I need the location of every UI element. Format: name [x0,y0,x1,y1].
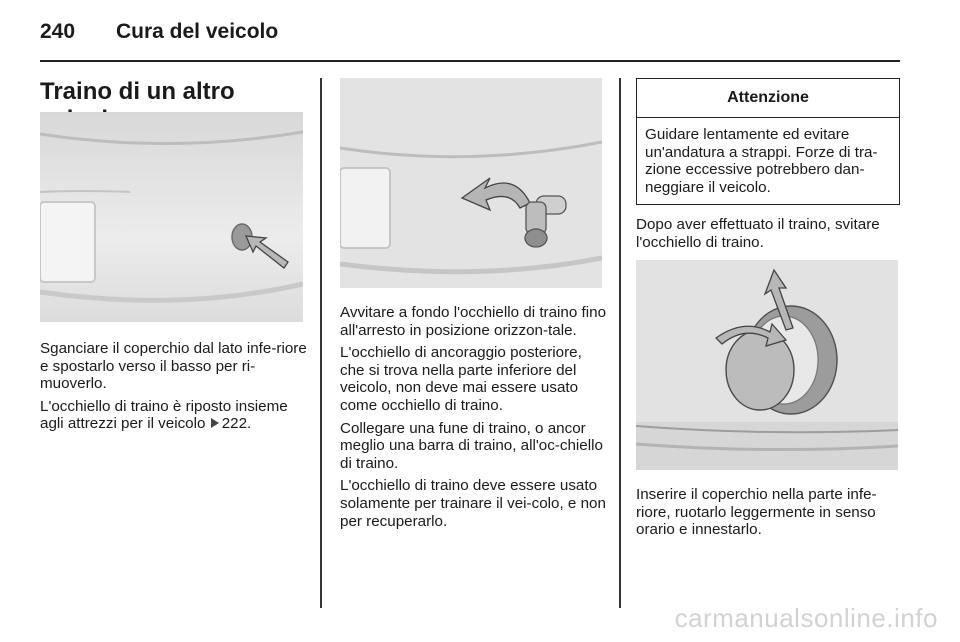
paragraph: Dopo aver effettuato il traino, svitare l'occhiello di traino. [636,216,880,251]
reference-page[interactable]: 222. [221,415,252,433]
paragraph-reference [40,398,310,433]
watermark: carmanualsonline.info [674,603,938,633]
warning-title: Attenzione [637,79,899,118]
running-title: Cura del veicolo [116,20,279,43]
paragraph: Inserire il coperchio nella parte infe-riore, ruotarlo leggermente in senso orario e innestarlo. [636,486,877,539]
figure-cover-removal [40,112,303,322]
section-title: Traino di un altro [40,78,235,105]
paragraph: L'occhiello di traino deve essere usato solamente per trainare il vei-colo, e non per recuperarlo. [340,477,606,530]
column-3-text-bottom [636,486,904,544]
page-reference-icon [211,418,219,428]
reference-text: L'occhiello di traino è riposto insieme agli attrezzi per il veicolo [40,397,288,433]
page-header [40,20,900,64]
cover-install-illustration [636,260,898,470]
column-divider-1 [320,78,322,608]
column-1-text [40,340,310,438]
warning-box [636,78,900,205]
column-divider-2 [619,78,621,608]
figure-cover-install [636,260,898,470]
figure-screw-towing-eye [340,78,602,288]
bumper-cover-illustration [40,112,303,322]
page-number: 240 [40,20,76,43]
paragraph: Collegare una fune di traino, o ancor meglio una barra di traino, all'oc-chiello di traino. [340,419,603,472]
paragraph: Sganciare il coperchio dal lato infe-riore e spostarlo verso il basso per ri-muoverlo. [40,340,307,393]
paragraph: Avvitare a fondo l'occhiello di traino fino all'arresto in posizione orizzon-tale. [340,304,607,339]
towing-eye-illustration [340,78,602,288]
paragraph: L'occhiello di ancoraggio posteriore, che si trova nella parte inferiore del veicolo, non deve mai essere usato come occhiello di traino. [340,344,582,414]
warning-text: Guidare lentamente ed evitare un'andatura a strappi. Forze di tra-zione eccessive potrebbero dan-neggiare il veicolo. [645,126,878,196]
column-2-text [340,304,610,535]
header-rule [40,60,900,62]
column-3-text-top [636,216,904,256]
